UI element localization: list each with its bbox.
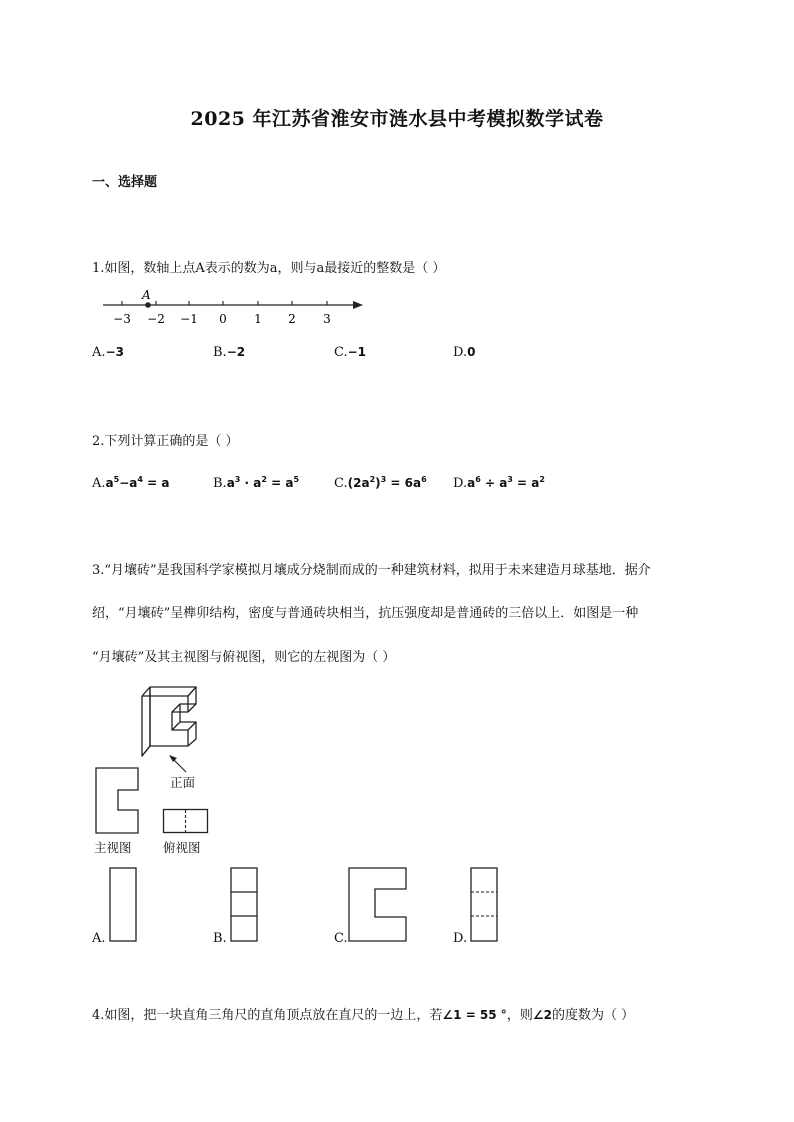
question-3-line-2: 绍，“月壤砖”呈榫卯结构，密度与普通砖块相当，抗压强度却是普通砖的三倍以上．如图是一种: [92, 606, 639, 621]
q3-option-d-label[interactable]: D.: [453, 931, 468, 946]
main-view-label: 主视图: [94, 840, 132, 855]
q3-option-a-figure[interactable]: [108, 866, 138, 944]
tick-label: 1: [254, 312, 262, 326]
page-title: 2025 年江苏省淮安市涟水县中考模拟数学试卷: [190, 108, 604, 130]
question-4-text: 4.如图，把一块直角三角尺的直角顶点放在直尺的一边上，若∠1 = 55 °，则∠2的度数为（ ）: [92, 1008, 635, 1023]
top-view-label: 俯视图: [163, 840, 201, 855]
main-view-figure: [94, 766, 140, 836]
q2-option-a[interactable]: $A.a^5-a^4 = a$: [92, 475, 170, 491]
q2-option-d[interactable]: $D.a^6 \div a^3 = a^2$: [453, 475, 545, 491]
front-label: 正面: [170, 775, 196, 790]
tick-label: −1: [180, 312, 198, 326]
q2-option-b[interactable]: $B.a^3 \cdot a^2 = a^5$: [213, 475, 300, 491]
q3-option-a-label[interactable]: A.: [92, 931, 106, 946]
tick-label: 3: [323, 312, 331, 326]
q3-option-d-figure[interactable]: [469, 866, 499, 944]
number-line-arrow: [353, 301, 363, 309]
tick-label: 0: [219, 312, 227, 326]
front-arrow-head: [169, 755, 177, 762]
section-heading: 一、选择题: [92, 175, 158, 190]
q3-option-c-label[interactable]: C.: [334, 931, 348, 946]
question-3-line-3: “月壤砖”及其主视图与俯视图，则它的左视图为（ ）: [92, 650, 396, 665]
q3-option-c-figure[interactable]: [347, 866, 409, 944]
tick-label: −2: [147, 312, 165, 326]
q1-option-d[interactable]: D.0: [453, 345, 476, 360]
question-3-line-1: 3.“月壤砖”是我国科学家模拟月壤成分烧制而成的一种建筑材料，拟用于未来建造月球基地．据介: [92, 563, 651, 578]
question-2-text: 2.下列计算正确的是（ ）: [92, 434, 239, 449]
number-line-figure: [95, 288, 375, 328]
point-a-label: A: [142, 288, 151, 302]
tick-label: 2: [288, 312, 296, 326]
tick-label: −3: [113, 312, 131, 326]
q1-option-b[interactable]: B.−2: [213, 345, 246, 360]
q3-option-b-label[interactable]: B.: [213, 931, 227, 946]
q2-option-c[interactable]: $C.(2a^2)^3 = 6a^6$: [334, 475, 427, 491]
q1-option-a[interactable]: A.−3: [92, 345, 124, 360]
question-1-text: 1.如图，数轴上点A表示的数为a，则与a最接近的整数是（ ）: [92, 261, 446, 276]
q1-option-c[interactable]: C.−1: [334, 345, 367, 360]
top-view-figure: [162, 808, 210, 836]
moon-brick-3d-figure: [138, 684, 204, 780]
q3-option-b-figure[interactable]: [229, 866, 259, 944]
point-a-dot: [145, 302, 151, 308]
